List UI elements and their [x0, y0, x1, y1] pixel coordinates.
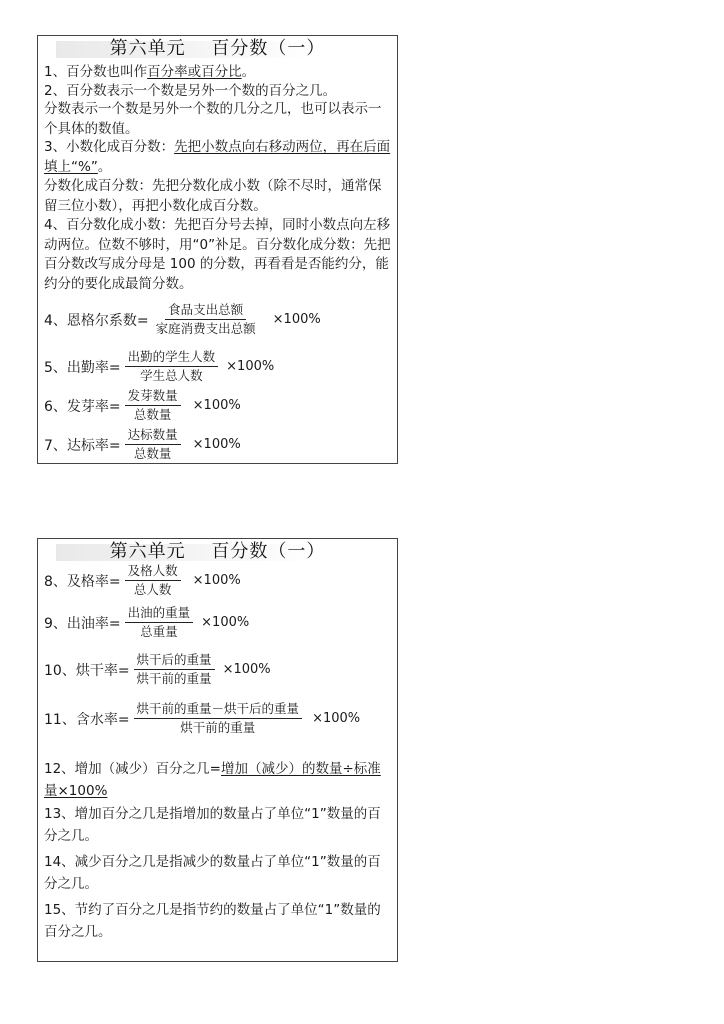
denominator: 家庭消费支出总额	[155, 321, 256, 336]
point-3-underlined: 先把小数点向右移动两位，再在后面填上“%”	[44, 139, 391, 175]
percent-factor: ×100%	[192, 437, 241, 452]
numerator: 达标数量	[125, 427, 181, 445]
formula-label: 11、含水率=	[44, 711, 130, 728]
denominator: 总数量	[133, 446, 172, 461]
point-2: 2、百分数表示一个数是另外一个数的百分之几。	[44, 83, 337, 99]
notes-card-2	[37, 538, 398, 962]
point-1	[44, 63, 393, 83]
fraction	[134, 652, 215, 687]
numerator: 发芽数量	[125, 388, 181, 406]
fraction	[134, 701, 303, 736]
formula-standard-rate	[44, 427, 241, 462]
denominator: 总重量	[140, 624, 178, 639]
point-3-end: 。	[97, 158, 112, 175]
formula-label: 8、及格率=	[44, 573, 121, 590]
formula-germination	[44, 388, 241, 423]
card-title-text: 第六单元 百分数（一）	[109, 541, 326, 562]
formula-label: 4、恩格尔系数=	[44, 312, 149, 329]
formula-label: 7、达标率=	[44, 437, 121, 454]
numerator: 食品支出总额	[165, 302, 246, 320]
percent-factor: ×100%	[192, 573, 241, 588]
fraction	[125, 388, 181, 423]
denominator: 烘干前的重量	[180, 720, 256, 735]
formula-moisture-rate	[44, 701, 360, 736]
card-title-text: 第六单元 百分数（一）	[109, 38, 326, 59]
point-15: 15、节约了百分之几是指节约的数量占了单位“1”数量的百分之几。	[44, 902, 381, 940]
point-12-text: 12、增加（减少）百分之几=	[44, 761, 221, 777]
numerator: 出勤的学生人数	[125, 349, 219, 367]
formula-label: 6、发芽率=	[44, 398, 121, 415]
denominator: 学生总人数	[140, 368, 203, 383]
notes-card-1	[37, 35, 398, 464]
point-1-text: 1、百分数也叫作	[44, 64, 148, 80]
numerator: 烘干后的重量	[134, 652, 215, 670]
card-title	[38, 38, 397, 60]
fraction	[125, 349, 219, 384]
formula-label: 5、出勤率=	[44, 359, 121, 376]
percent-factor: ×100%	[201, 615, 250, 630]
formula-pass-rate	[44, 563, 241, 598]
point-3-fraction-to-percent: 分数化成百分数：先把分数化成小数（除不尽时，通常保留三位小数），再把小数化成百分数。	[44, 178, 382, 214]
formula-attendance	[44, 349, 274, 384]
point-12-underlined: 增加（减少）的数量÷标准量×100%	[44, 761, 381, 799]
fraction	[125, 427, 181, 462]
percent-factor: ×100%	[226, 359, 275, 374]
percent-factor: ×100%	[272, 312, 321, 327]
fraction	[125, 605, 194, 640]
denominator: 总人数	[133, 582, 172, 597]
point-13: 13、增加百分之几是指增加的数量占了单位“1”数量的百分之几。	[44, 806, 381, 844]
point-3-text: 3、小数化成百分数：	[44, 139, 175, 155]
denominator: 总数量	[133, 407, 172, 422]
numerator: 出油的重量	[125, 605, 194, 623]
formula-label: 9、出油率=	[44, 615, 121, 632]
formula-drying-rate	[44, 652, 271, 687]
fraction	[125, 563, 181, 598]
card-title	[38, 541, 397, 563]
point-14: 14、减少百分之几是指减少的数量占了单位“1”数量的百分之几。	[44, 854, 381, 892]
point-3	[44, 138, 393, 177]
point-4: 4、百分数化成小数：先把百分号去掉，同时小数点向左移动两位。位数不够时，用“0”补足。百分数化成分数：先把百分数改写成分母是 100 的分数，再看看是否能约分，能约分的要化成最简分数。	[44, 217, 391, 292]
point-1-end: 。	[241, 64, 256, 80]
fraction	[153, 302, 259, 337]
percent-factor: ×100%	[192, 398, 241, 413]
point-12	[44, 758, 393, 802]
point-2-fraction-note: 分数表示一个数是另外一个数的几分之几，也可以表示一个具体的数值。	[44, 101, 382, 137]
formula-oil-yield	[44, 605, 249, 640]
percent-factor: ×100%	[312, 711, 361, 726]
denominator: 烘干前的重量	[136, 671, 212, 686]
numerator: 烘干前的重量－烘干后的重量	[134, 701, 303, 719]
formula-label: 10、烘干率=	[44, 662, 130, 679]
formula-engel	[44, 302, 321, 337]
percent-factor: ×100%	[222, 662, 271, 677]
numerator: 及格人数	[125, 563, 181, 581]
point-1-underlined: 百分率或百分比	[147, 64, 242, 80]
